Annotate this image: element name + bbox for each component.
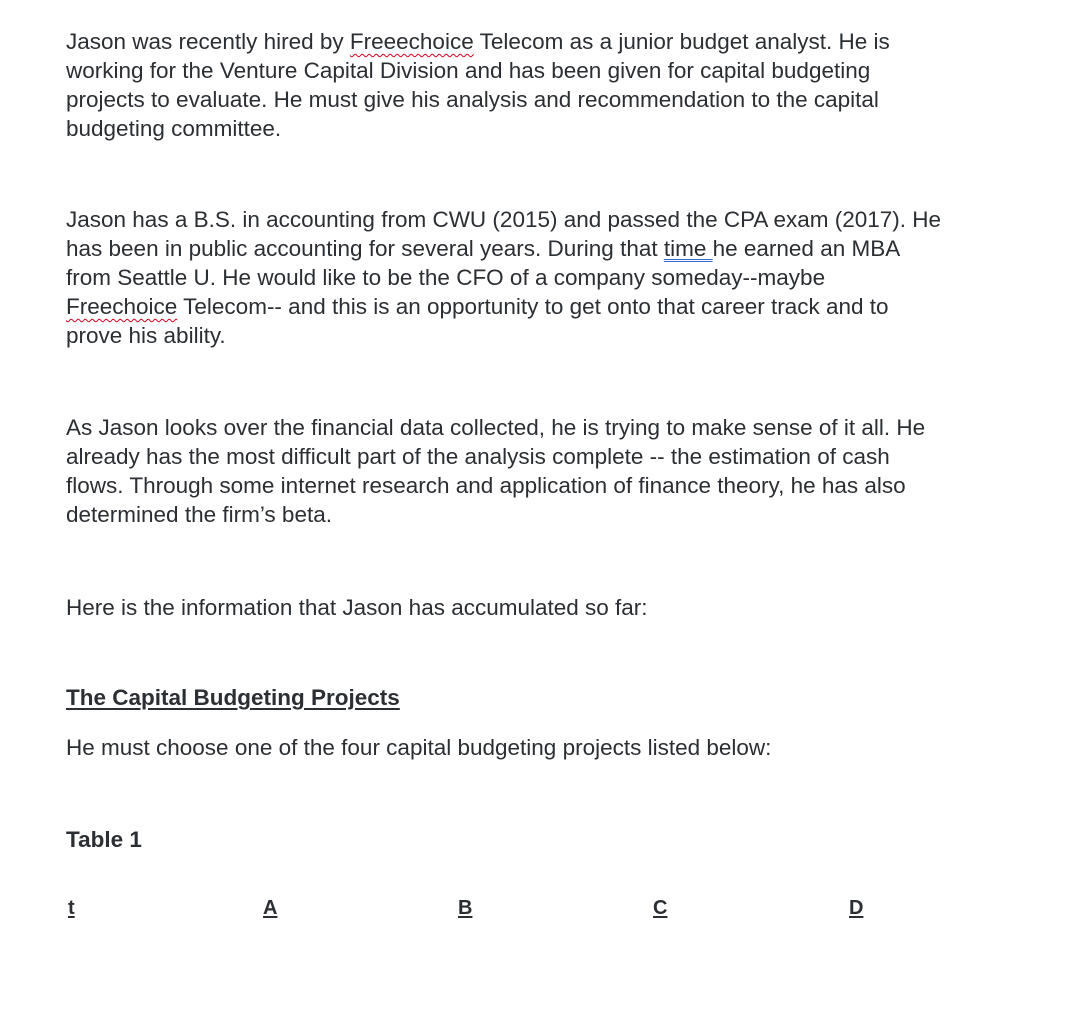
text-line: Jason has a B.S. in accounting from CWU (2015) and passed the CPA exam (2017). He — [66, 207, 942, 232]
hyperlink-time[interactable]: time — [663, 236, 713, 261]
text-line: Here is the information that Jason has accumulated so far: — [66, 595, 648, 620]
text-line: projects to evaluate. He must give his analysis and recommendation to the capital — [66, 87, 879, 112]
text-line: He must choose one of the four capital budgeting projects listed below: — [66, 735, 772, 760]
text-line: flows. Through some internet research and application of finance theory, he has also — [66, 473, 906, 498]
text-line: budgeting committee. — [66, 116, 282, 141]
paragraph-information — [66, 593, 1016, 622]
table-label: Table 1 — [66, 827, 142, 852]
section-heading: The Capital Budgeting Projects — [66, 685, 400, 710]
text-line: Jason was recently hired by Freeechoice Telecom as a junior budget analyst. He is — [66, 29, 890, 54]
table-column-header-t: t — [68, 897, 75, 919]
text-line: Freechoice Telecom-- and this is an opportunity to get onto that career track and to — [66, 294, 889, 319]
table-column-header-a: A — [263, 897, 278, 919]
misspelled-word[interactable]: Freechoice — [66, 294, 178, 319]
table-column-header-b: B — [458, 897, 473, 919]
section-intro — [66, 733, 1016, 762]
text-line: from Seattle U. He would like to be the CFO of a company someday--maybe — [66, 265, 826, 290]
table-column-header-c: C — [653, 897, 668, 919]
text-line: determined the firm’s beta. — [66, 502, 332, 527]
paragraph-analysis — [66, 413, 1016, 529]
text-line: already has the most difficult part of the analysis complete -- the estimation of cash — [66, 444, 890, 469]
misspelled-word[interactable]: Freeechoice — [349, 29, 474, 54]
text-line: prove his ability. — [66, 323, 226, 348]
text-line: As Jason looks over the financial data collected, he is trying to make sense of it all. He — [66, 415, 926, 440]
table-column-header-d: D — [849, 897, 864, 919]
paragraph-intro — [66, 27, 1016, 143]
text-line: has been in public accounting for several years. During that time he earned an MBA — [66, 236, 901, 261]
text-line: working for the Venture Capital Division and has been given for capital budgeting — [66, 58, 871, 83]
paragraph-background — [66, 205, 1016, 350]
